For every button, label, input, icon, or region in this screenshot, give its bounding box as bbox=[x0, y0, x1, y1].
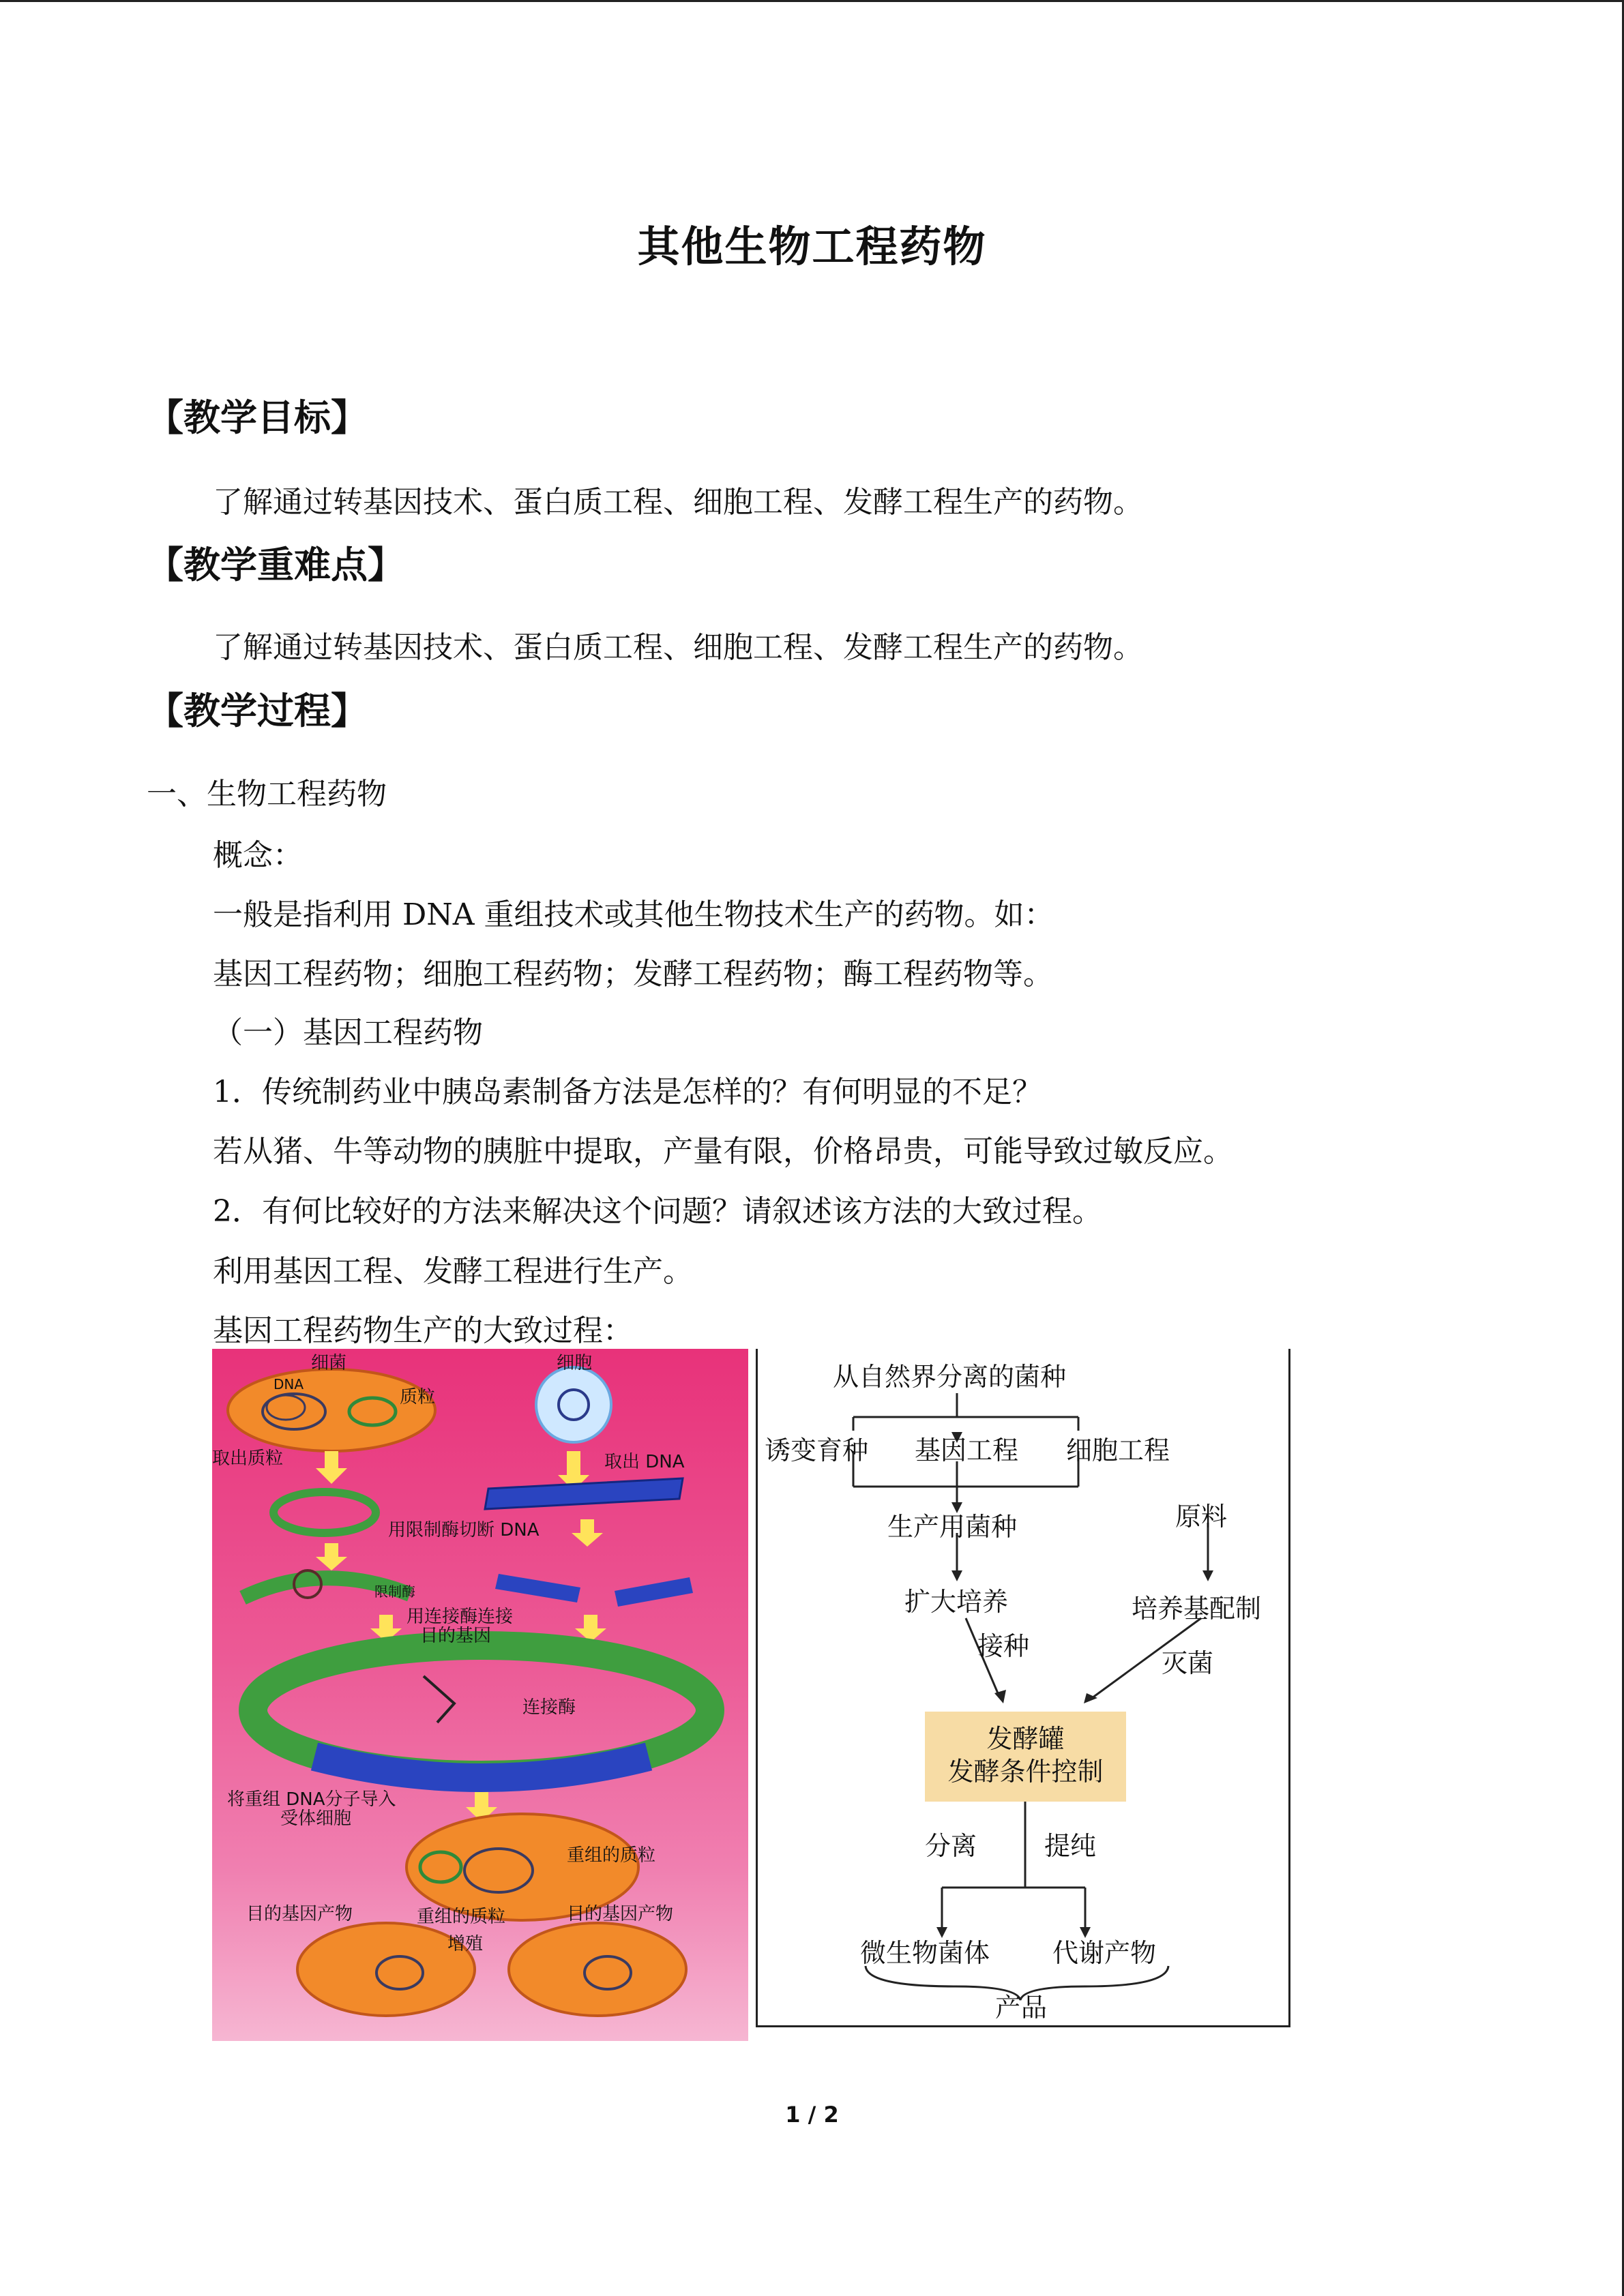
heading-teaching-goal: 【教学目标】 bbox=[147, 396, 368, 439]
node-mutation-breeding: 诱变育种 bbox=[765, 1435, 869, 1465]
label-import-2: 受体细胞 bbox=[280, 1808, 352, 1829]
page-border-top bbox=[0, 0, 1624, 2]
recombinant-ring-dna bbox=[314, 1757, 649, 1778]
node-microbes: 微生物菌体 bbox=[860, 1938, 990, 1968]
dna-fragment-1 bbox=[495, 1574, 580, 1602]
label-cut-dna: 用限制酶切断 DNA bbox=[388, 1520, 540, 1540]
bacterium-shape bbox=[228, 1369, 435, 1451]
node-expand-culture: 扩大培养 bbox=[904, 1587, 1009, 1617]
heading-key-points: 【教学重难点】 bbox=[147, 543, 404, 586]
arrow-4 bbox=[572, 1519, 603, 1547]
label-bacteria: 细菌 bbox=[311, 1353, 347, 1373]
label-import-1: 将重组 DNA分子导入 bbox=[227, 1789, 396, 1810]
node-fermenter bbox=[925, 1712, 1126, 1802]
concept-label: 概念： bbox=[213, 838, 303, 873]
genetic-engineering-illustration bbox=[212, 1349, 748, 2041]
node-genetic-engineering: 基因工程 bbox=[915, 1435, 1019, 1465]
label-plasmid: 质粒 bbox=[400, 1387, 436, 1407]
offspring-cell-right bbox=[509, 1923, 686, 2016]
node-medium-prep: 培养基配制 bbox=[1132, 1594, 1262, 1624]
label-cell: 细胞 bbox=[557, 1353, 593, 1373]
ligase-shape bbox=[424, 1676, 454, 1723]
label-purify: 提纯 bbox=[1044, 1831, 1097, 1861]
node-source: 从自然界分离的菌种 bbox=[833, 1362, 1067, 1392]
label-take-plasmid: 取出质粒 bbox=[212, 1448, 284, 1469]
label-ligase: 连接酶 bbox=[522, 1697, 576, 1718]
label-ligase-connect-2: 目的基因 bbox=[420, 1626, 492, 1646]
label-recombinant-plasmid-2: 重组的质粒 bbox=[417, 1907, 506, 1927]
fermenter-line-1: 发酵罐 bbox=[986, 1724, 1065, 1754]
plasmid-ring bbox=[274, 1492, 376, 1533]
subsection-heading: （一）基因工程药物 bbox=[213, 1015, 483, 1050]
cell-shape bbox=[536, 1367, 611, 1442]
question-2: 2．有何比较好的方法来解决这个问题？请叙述该方法的大致过程。 bbox=[213, 1194, 1102, 1229]
node-product: 产品 bbox=[995, 1993, 1048, 2023]
label-separate: 分离 bbox=[925, 1831, 977, 1861]
concept-text: 一般是指利用 DNA 重组技术或其他生物技术生产的药物。如： bbox=[213, 897, 1054, 932]
types-text: 基因工程药物；细胞工程药物；发酵工程药物；酶工程药物等。 bbox=[213, 957, 1053, 992]
label-restriction-enzyme: 限制酶 bbox=[374, 1583, 415, 1600]
fermenter-line-2: 发酵条件控制 bbox=[947, 1757, 1104, 1787]
node-metabolites: 代谢产物 bbox=[1052, 1938, 1157, 1968]
answer-2: 利用基因工程、发酵工程进行生产。 bbox=[213, 1254, 693, 1289]
page-title: 其他生物工程药物 bbox=[637, 222, 987, 271]
page-number: 1 / 2 bbox=[785, 2102, 839, 2128]
arrow-3 bbox=[316, 1543, 347, 1570]
label-sterilize: 灭菌 bbox=[1162, 1648, 1214, 1678]
arrow-1 bbox=[316, 1451, 347, 1484]
arrowhead-4 bbox=[1202, 1570, 1213, 1581]
node-cell-engineering: 细胞工程 bbox=[1066, 1435, 1170, 1465]
fermentation-flowchart bbox=[756, 1349, 1290, 2027]
heading-teaching-process: 【教学过程】 bbox=[147, 689, 368, 732]
label-proliferate: 增殖 bbox=[447, 1934, 484, 1954]
question-1: 1．传统制药业中胰岛素制备方法是怎样的？有何明显的不足？ bbox=[213, 1075, 1042, 1109]
label-ligase-connect-1: 用连接酶连接 bbox=[407, 1607, 514, 1627]
dna-strand bbox=[485, 1478, 683, 1509]
key-text: 了解通过转基因技术、蛋白质工程、细胞工程、发酵工程生产的药物。 bbox=[213, 630, 1143, 665]
node-raw-material: 原料 bbox=[1175, 1502, 1228, 1532]
arrowhead-3 bbox=[951, 1570, 962, 1581]
dna-fragment-2 bbox=[615, 1577, 693, 1607]
label-dna: DNA bbox=[274, 1376, 304, 1392]
process-intro: 基因工程药物生产的大致过程： bbox=[213, 1313, 633, 1348]
label-inoculate: 接种 bbox=[977, 1631, 1030, 1661]
goal-text: 了解通过转基因技术、蛋白质工程、细胞工程、发酵工程生产的药物。 bbox=[213, 485, 1143, 520]
answer-1: 若从猪、牛等动物的胰脏中提取，产量有限，价格昂贵，可能导致过敏反应。 bbox=[213, 1134, 1233, 1169]
part1-heading: 一、生物工程药物 bbox=[147, 777, 387, 811]
node-production-strain: 生产用菌种 bbox=[887, 1512, 1018, 1542]
label-recombinant-plasmid: 重组的质粒 bbox=[567, 1845, 656, 1866]
label-take-dna: 取出 DNA bbox=[604, 1452, 685, 1472]
label-target-product-left: 目的基因产物 bbox=[246, 1904, 353, 1924]
label-target-product-right: 目的基因产物 bbox=[567, 1904, 674, 1924]
